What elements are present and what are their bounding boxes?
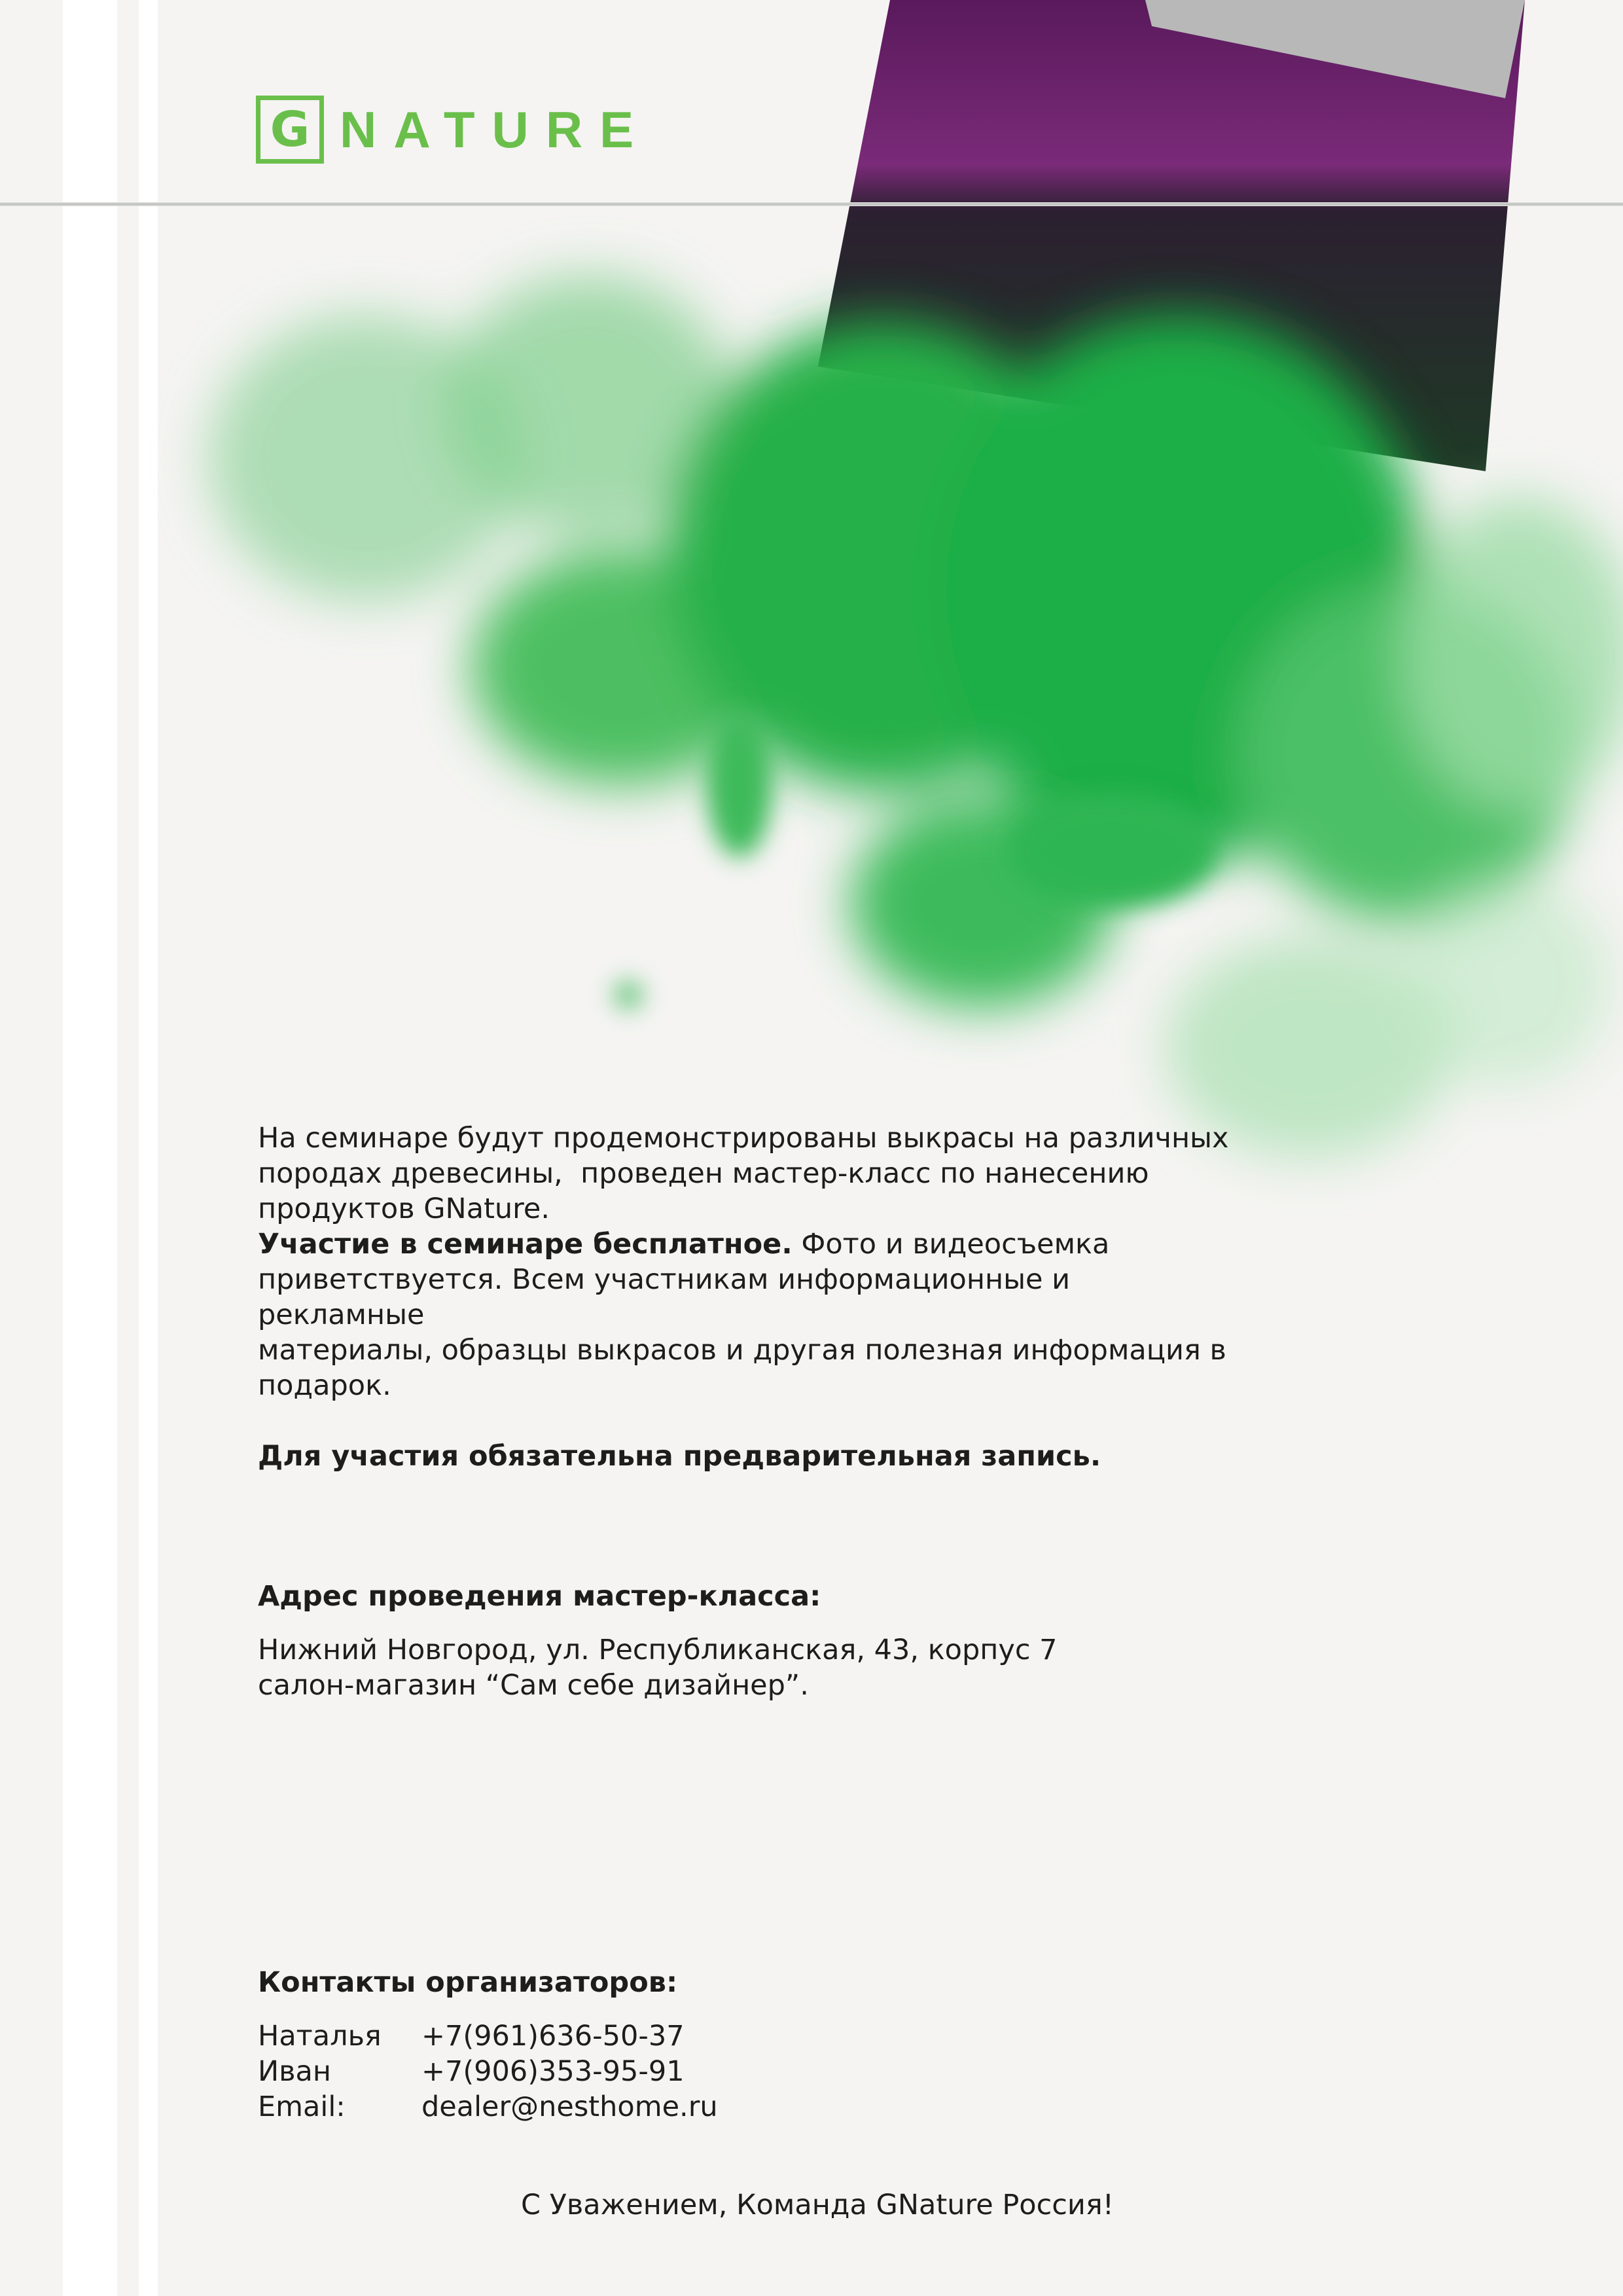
contact-phone[interactable]: +7(906)353-95-91 [421,2055,685,2088]
contact-label: Наталья [258,2020,382,2053]
contact-label: Email: [258,2090,346,2123]
contacts-heading: Контакты организаторов: [258,1966,678,1999]
intro-line: приветствуется. Всем участникам информационные и рекламные [258,1263,1071,1331]
contact-phone[interactable]: +7(961)636-50-37 [421,2020,685,2053]
address-line: Нижний Новгород, ул. Республиканская, 43, корпус 7 [258,1634,1058,1666]
address-heading: Адрес проведения мастер-класса: [258,1580,821,1613]
free-participation: Участие в семинаре бесплатное. [258,1228,793,1261]
contact-email[interactable]: dealer@nesthome.ru [421,2090,718,2123]
intro-line: продуктов GNature. [258,1193,550,1225]
water-line [0,202,1623,206]
address-section [258,1579,1058,1703]
gnature-logo [256,97,651,162]
intro-text [258,1121,1240,1474]
contact-row [258,2089,718,2125]
contact-row [258,2018,718,2054]
photo-text: Фото и видеосъемка [792,1228,1110,1261]
contact-row [258,2054,718,2089]
intro-line: На семинаре будут продемонстрированы выкрасы на различных [258,1122,1229,1155]
intro-line: породах древесины, проведен мастер-класс по нанесению [258,1157,1149,1190]
address-line: салон-магазин “Сам себе дизайнер”. [258,1669,809,1702]
intro-line: материалы, образцы выкрасов и другая полезная информация в [258,1334,1226,1367]
logo-g-box: G [256,96,324,164]
contacts-section [258,1965,718,2125]
logo-text: NATURE [340,101,651,158]
signature: С Уважением, Команда GNature Россия! [521,2189,1114,2221]
intro-line: подарок. [258,1369,391,1402]
registration-note: Для участия обязательна предварительная запись. [258,1440,1101,1473]
contact-label: Иван [258,2055,331,2088]
